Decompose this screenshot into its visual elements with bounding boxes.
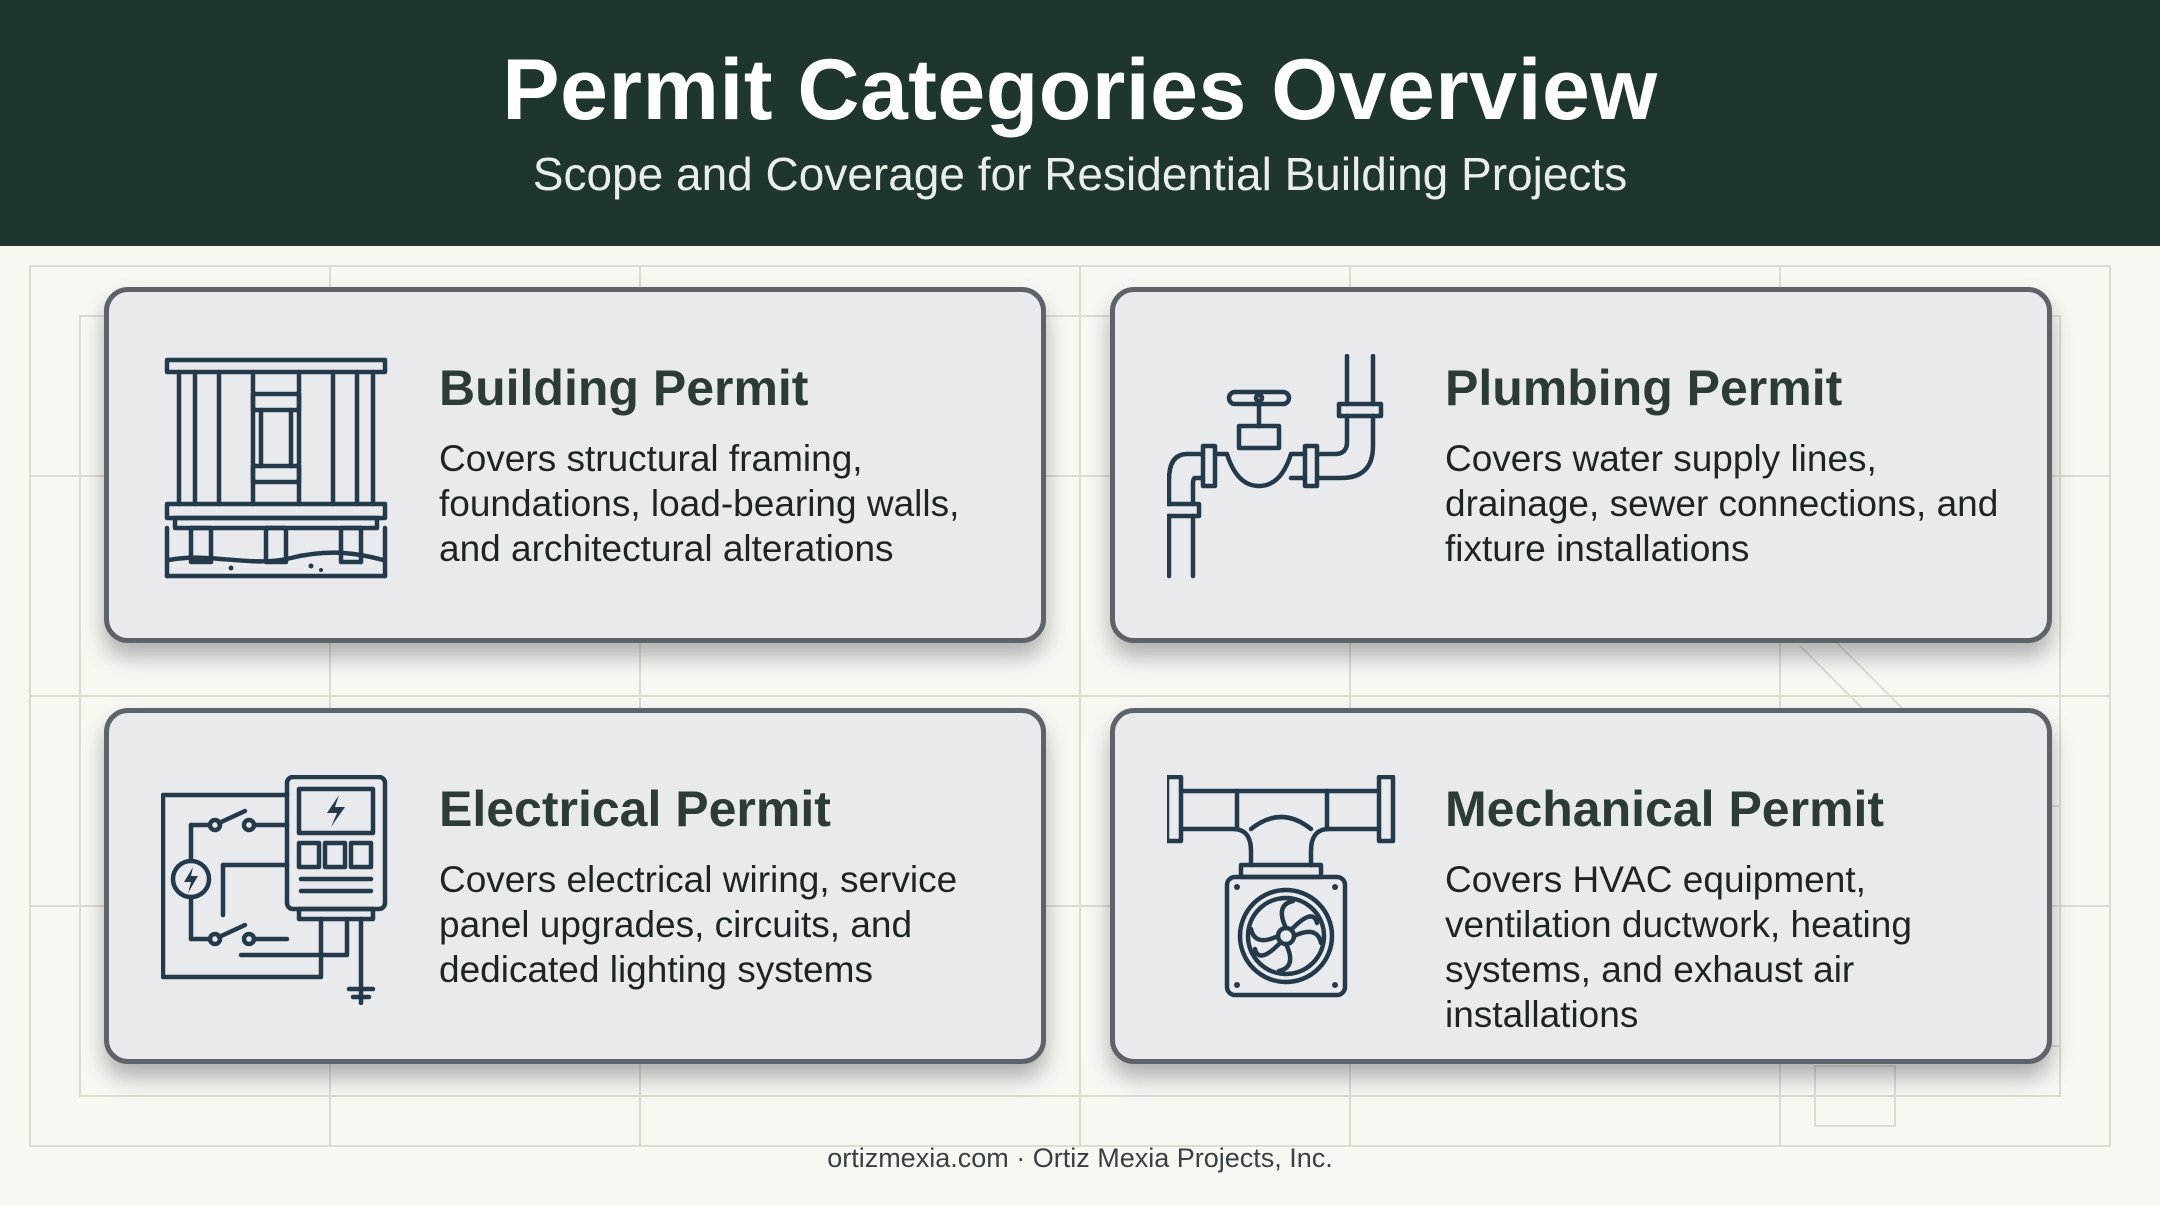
electrical-panel-icon	[161, 775, 391, 1005]
page-subtitle: Scope and Coverage for Residential Building Projects	[532, 148, 1628, 200]
page-title: Permit Categories Overview	[502, 42, 1658, 138]
card-description: Covers electrical wiring, service panel upgrades, circuits, and dedicated lighting systems	[439, 859, 958, 990]
card-building-permit	[104, 287, 1046, 643]
card-description: Covers structural framing, foundations, load-bearing walls, and architectural alterations	[439, 438, 960, 569]
card-title: Plumbing Permit	[1445, 360, 1843, 416]
card-mechanical-permit	[1110, 708, 2052, 1064]
card-description: Covers water supply lines, drainage, sewer connections, and fixture installations	[1445, 438, 1999, 569]
footer-credit: ortizmexia.com · Ortiz Mexia Projects, Inc.	[827, 1143, 1333, 1173]
card-description: Covers HVAC equipment, ventilation ductwork, heating systems, and exhaust air installations	[1445, 859, 1912, 1035]
building-frame-icon	[161, 354, 391, 584]
card-title: Electrical Permit	[439, 781, 831, 837]
hvac-fan-icon	[1167, 775, 1397, 1005]
pipe-valve-icon	[1167, 354, 1397, 584]
card-electrical-permit	[104, 708, 1046, 1064]
header-banner	[0, 0, 2160, 246]
card-plumbing-permit	[1110, 287, 2052, 643]
card-title: Building Permit	[439, 360, 809, 416]
card-title: Mechanical Permit	[1445, 781, 1885, 837]
